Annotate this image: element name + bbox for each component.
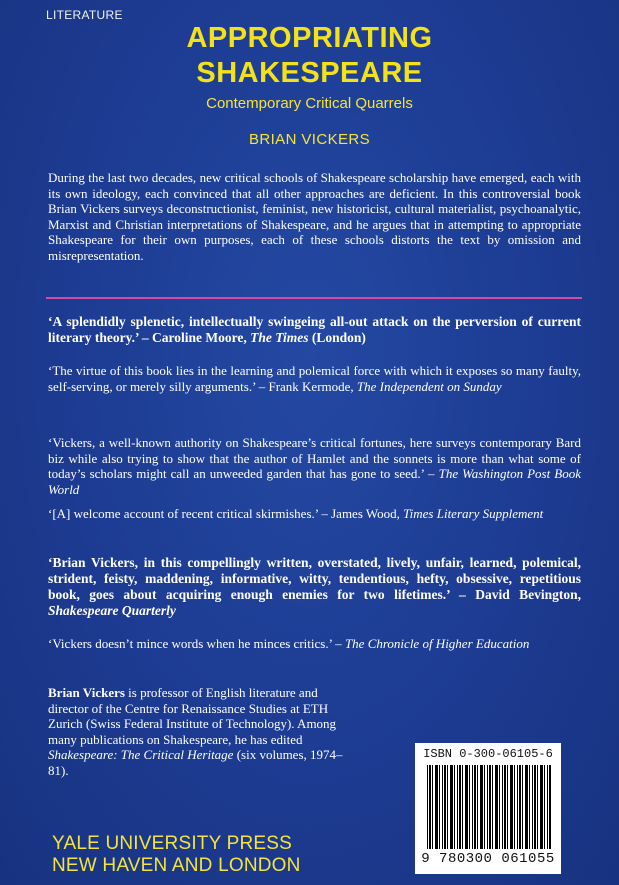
barcode-bars-icon <box>427 765 551 849</box>
isbn-number: ISBN 0-300-06105-6 <box>423 747 553 761</box>
author-bio <box>48 685 348 778</box>
publisher-name: YALE UNIVERSITY PRESS <box>52 833 293 854</box>
ean-number: 9 780300 061055 <box>421 851 555 867</box>
author-bio-text: is professor of English literature and director of the Centre for Renaissance Studies at ETH Zurich (Swiss Federal Institute of Technology). Among many publications on Shakespeare, he has edited <box>48 685 337 747</box>
review-quote-6 <box>48 636 581 652</box>
author-bio-work: Shakespeare: The Critical Heritage <box>48 747 234 762</box>
review-quote-5 <box>48 555 581 619</box>
book-author: BRIAN VICKERS <box>248 131 371 148</box>
quote-text: ‘[A] welcome account of recent critical skirmishes.’ – James Wood, <box>48 506 404 521</box>
book-subtitle: Contemporary Critical Quarrels <box>206 95 413 112</box>
book-title-line2: SHAKESPEARE <box>196 57 423 89</box>
category-label: LITERATURE <box>46 8 123 22</box>
quote-source: The Washington Post Book World <box>48 466 581 497</box>
quote-source: Times Literary Supplement <box>403 506 544 521</box>
review-quote-4 <box>48 506 581 522</box>
publisher <box>52 833 301 877</box>
divider-line <box>46 297 582 299</box>
author-bio-name: Brian Vickers <box>48 685 125 700</box>
book-title-line1: APPROPRIATING <box>186 22 433 54</box>
review-quote-2 <box>48 363 581 394</box>
review-quote-3 <box>48 435 581 497</box>
author-bio-suffix: (six volumes, 1974–81). <box>48 747 343 778</box>
publisher-location: NEW HAVEN AND LONDON <box>52 855 301 876</box>
barcode <box>415 743 561 874</box>
quote-text: ‘Brian Vickers, in this compellingly written, overstated, lively, unfair, learned, polemical, strident, feisty, maddening, informative, witty, tendentious, hefty, obsessive, repetitious book, goes about acquiring enough enemies for two lifetimes.’ – David Bevington, <box>48 555 581 602</box>
quote-text: ‘Vickers doesn’t mince words when he minces critics.’ – <box>48 636 345 651</box>
quote-source: The Independent on Sunday <box>356 378 502 394</box>
quote-text: ‘The virtue of this book lies in the learning and polemical force with which it exposes so many faulty, self-serving, or merely silly arguments.’ – Frank Kermode, <box>48 363 581 394</box>
quote-source: The Chronicle of Higher Education <box>344 636 530 651</box>
quote-source-suffix: (London) <box>308 330 366 345</box>
quote-source: The Times <box>250 330 309 345</box>
quote-text: ‘Vickers, a well-known authority on Shakespeare’s critical fortunes, here surveys contemporary Bard biz while also trying to show that the author of Hamlet and the sonnets is more than what some of today’s scholars might call an unweeded garden that has gone to seed.’ – <box>48 435 581 481</box>
quote-source: Shakespeare Quarterly <box>48 603 176 618</box>
book-blurb: During the last two decades, new critical schools of Shakespeare scholarship have emerged, each with its own ideology, each convinced that all other approaches are deficient. In this controversial book Brian Vickers surveys deconstructionist, feminist, new historicist, cultural materialist, psychoanalytic, Marxist and Christian interpretations of Shakespeare, and he argues that in attempting to appropriate Shakespeare for their own purposes, each of these schools distorts the text by omission and misrepresentation. <box>48 170 581 263</box>
quote-text: ‘A splendidly splenetic, intellectually swingeing all-out attack on the perversion of current literary theory.’ – Caroline Moore, <box>48 314 581 345</box>
review-quote-1 <box>48 314 581 346</box>
